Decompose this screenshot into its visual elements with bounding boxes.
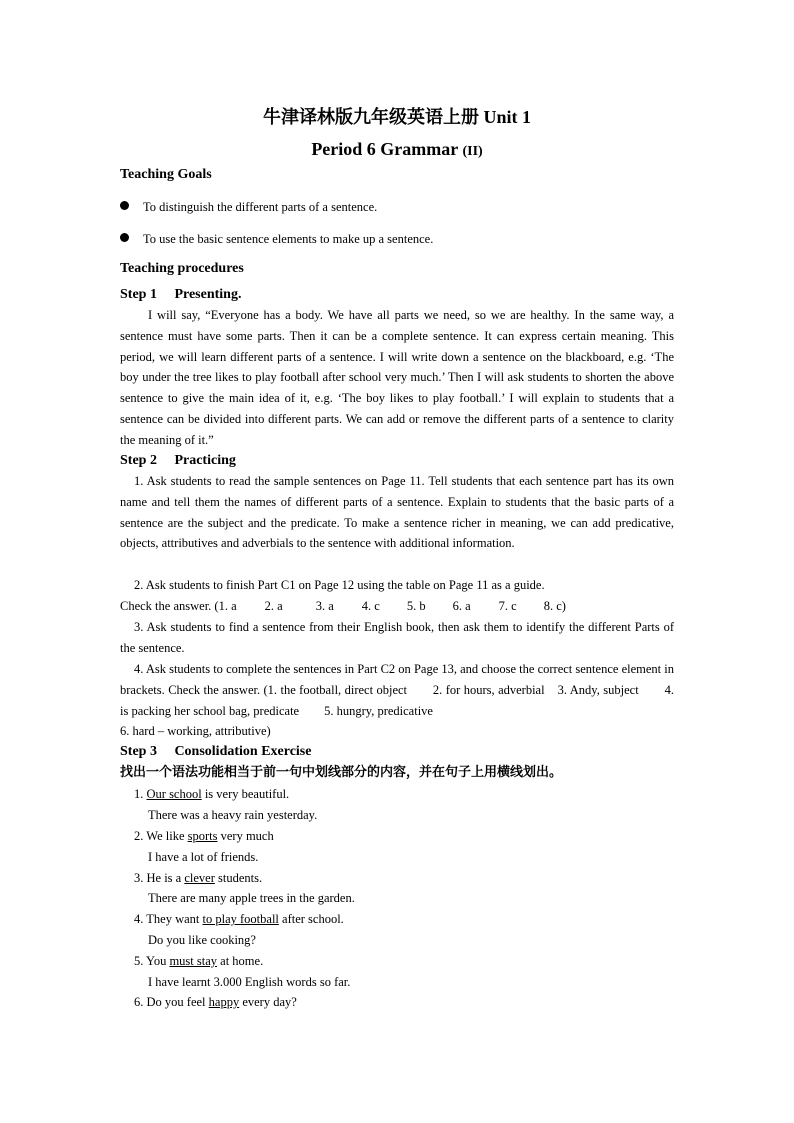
exercise-question: 4. They want to play football after school. bbox=[134, 912, 344, 926]
bullet-icon bbox=[120, 201, 129, 210]
exercise-question: 1. Our school is very beautiful. bbox=[134, 787, 290, 801]
underlined-part: Our school bbox=[146, 787, 202, 801]
goal-item: To distinguish the different parts of a sentence. bbox=[120, 198, 377, 216]
step2-item-2: 2. Ask students to finish Part C1 on Page 12 using the table on Page 11 as a guide. bbox=[134, 578, 545, 592]
underlined-part: sports bbox=[187, 829, 218, 843]
teaching-goals-heading: Teaching Goals bbox=[120, 167, 212, 182]
document-title: 牛津译林版九年级英语上册 Unit 1 bbox=[262, 107, 531, 127]
underlined-part: clever bbox=[184, 871, 215, 885]
underlined-part: to play football bbox=[202, 912, 279, 926]
underlined-part: happy bbox=[208, 995, 240, 1009]
exercise-answer-sentence: I have a lot of friends. bbox=[148, 850, 259, 864]
step1-heading: Step 1 Presenting. bbox=[120, 287, 242, 302]
step2-paragraph-3: 3. Ask students to find a sentence from their English book, then ask them to identify the different Parts of the sentence. bbox=[120, 620, 674, 655]
exercise-question: 6. Do you feel happy every day? bbox=[134, 995, 297, 1009]
step2-paragraph-4: 4. Ask students to complete the sentences in Part C2 on Page 13, and choose the correct sentence element in brackets. Check the answer. (1. the football, direct object 2. for hours, adverbial 3. Andy, subject 4. is packing her school bag, predicate 5. hungry, predicative bbox=[120, 662, 674, 718]
exercise-question: 2. We like sports very much bbox=[134, 829, 274, 843]
underlined-part: must stay bbox=[169, 954, 218, 968]
step2-paragraph-4-end: 6. hard – working, attributive) bbox=[120, 724, 271, 738]
goal-item: To use the basic sentence elements to make up a sentence. bbox=[120, 230, 433, 248]
document-subtitle bbox=[0, 138, 794, 163]
subtitle-main: Period 6 Grammar bbox=[311, 139, 463, 159]
step1-paragraph: I will say, “Everyone has a body. We have all parts we need, so we are healthy. In the same way, a sentence must have some parts. Then it can be a complete sentence. It can express certain meaning. This period, we will learn different parts of a sentence. I will write down a sentence on the blackboard, e.g. ‘The boy under the tree likes to play football after school very much.’ Then I will ask students to shorten the above sentence to give the main idea of it, e.g. ‘The boy likes to play football.’ I will explain to students that a sentence can be divided into different parts. We can add or remove the different parts of a sentence to clarity the meaning of it.” bbox=[120, 308, 674, 447]
exercise-instruction: 找出一个语法功能相当于前一句中划线部分的内容，并在句子上用横线划出。 bbox=[120, 765, 563, 780]
step2-heading: Step 2 Practicing bbox=[120, 453, 236, 468]
exercise-question: 5. You must stay at home. bbox=[134, 954, 264, 968]
exercise-answer-sentence: I have learnt 3.000 English words so far. bbox=[148, 975, 351, 989]
subtitle-suffix: (II) bbox=[462, 144, 483, 159]
exercise-answer-sentence: There was a heavy rain yesterday. bbox=[148, 808, 318, 822]
exercise-question: 3. He is a clever students. bbox=[134, 871, 263, 885]
step2-paragraph-1: 1. Ask students to read the sample sentences on Page 11. Tell students that each sentence part has its own name and tell them the names of different parts of a sentence. Explain to students that the basic parts of a sentence are the subject and the predicate. To make a sentence richer in meaning, we can add predicative, objects, attributives and adverbials to the sentence with additional information. bbox=[120, 474, 674, 551]
step2-answers: Check the answer. (1. a 2. a 3. a 4. c 5. b 6. a 7. c 8. c) bbox=[120, 599, 566, 613]
bullet-icon bbox=[120, 233, 129, 242]
exercise-answer-sentence: There are many apple trees in the garden. bbox=[148, 891, 355, 905]
teaching-procedures-heading: Teaching procedures bbox=[120, 261, 244, 276]
step3-heading: Step 3 Consolidation Exercise bbox=[120, 744, 312, 759]
exercise-answer-sentence: Do you like cooking? bbox=[148, 933, 256, 947]
